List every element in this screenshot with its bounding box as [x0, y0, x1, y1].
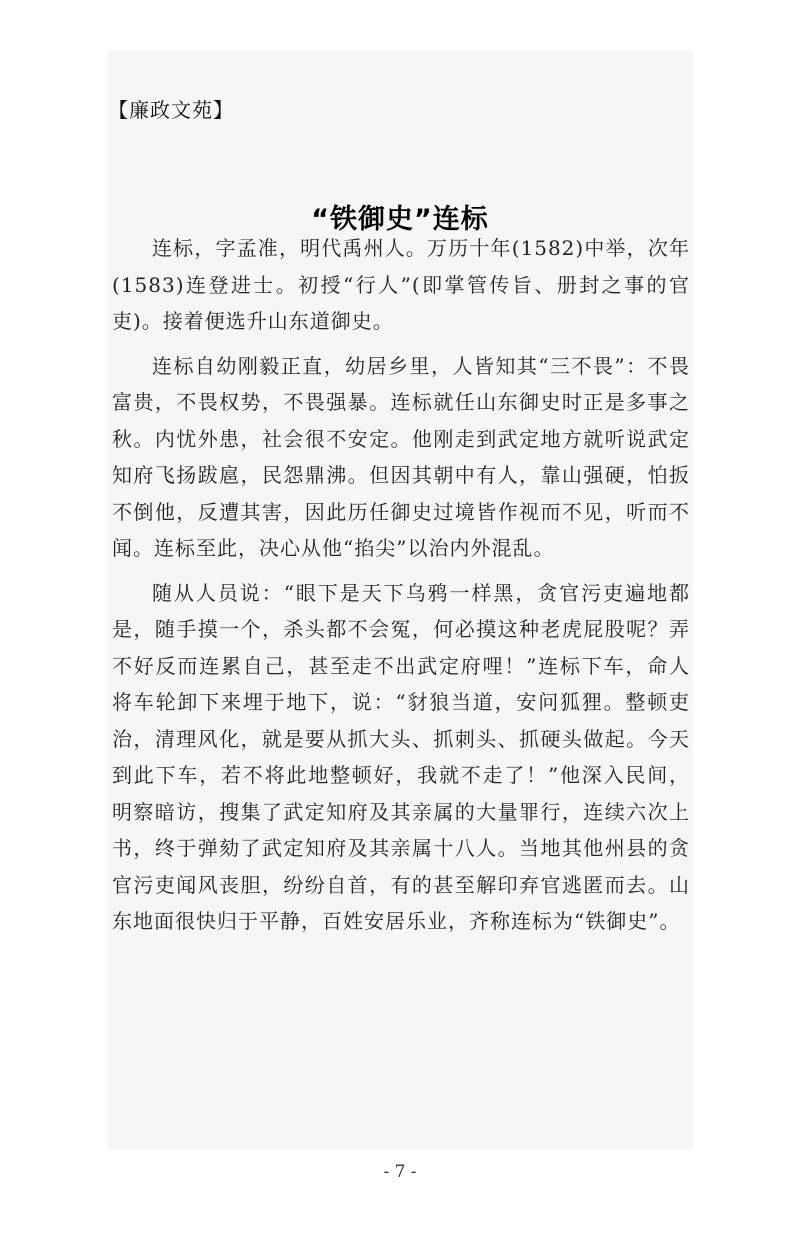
article-body — [112, 230, 690, 940]
page-number: - 7 - — [383, 1162, 417, 1182]
article-title: “铁御史”连标 — [311, 204, 489, 236]
paragraph: 连标自幼刚毅正直，幼居乡里，人皆知其“三不畏”：不畏富贵，不畏权势，不畏强暴。连标就任山东御史时正是多事之秋。内忧外患，社会很不安定。他刚走到武定地方就听说武定知府飞扬跋扈，民怨鼎沸。但因其朝中有人，靠山强硬，怕扳不倒他，反遭其害，因此历任御史过境皆作视而不见，听而不闻。连标至此，决心从他“掐尖”以治内外混乱。 — [112, 353, 690, 560]
paragraph: 随从人员说：“眼下是天下乌鸦一样黑，贪官污吏遍地都是，随手摸一个，杀头都不会冤，何必摸这种老虎屁股呢？弄不好反而连累自己，甚至走不出武定府哩！”连标下车，命人将车轮卸下来埋于地下，说：“豺狼当道，安问狐狸。整顿吏治，清理风化，就是要从抓大头、抓刺头、抓硬头做起。今天到此下车，若不将此地整顿好，我就不走了！”他深入民间，明察暗访，搜集了武定知府及其亲属的大量罪行，连续六次上书，终于弹劾了武定知府及其亲属十八人。当地其他州县的贪官污吏闻风丧胆，纷纷自首，有的甚至解印弃官逃匿而去。山东地面很快归于平静，百姓安居乐业，齐称连标为“铁御史”。 — [112, 580, 690, 933]
section-tag: 【廉政文苑】 — [108, 98, 234, 122]
paragraph: 连标，字孟准，明代禹州人。万历十年(1582)中举，次年(1583)连登进士。初授“行人”(即掌管传旨、册封之事的官吏)。接着便选升山东道御史。 — [112, 236, 690, 333]
